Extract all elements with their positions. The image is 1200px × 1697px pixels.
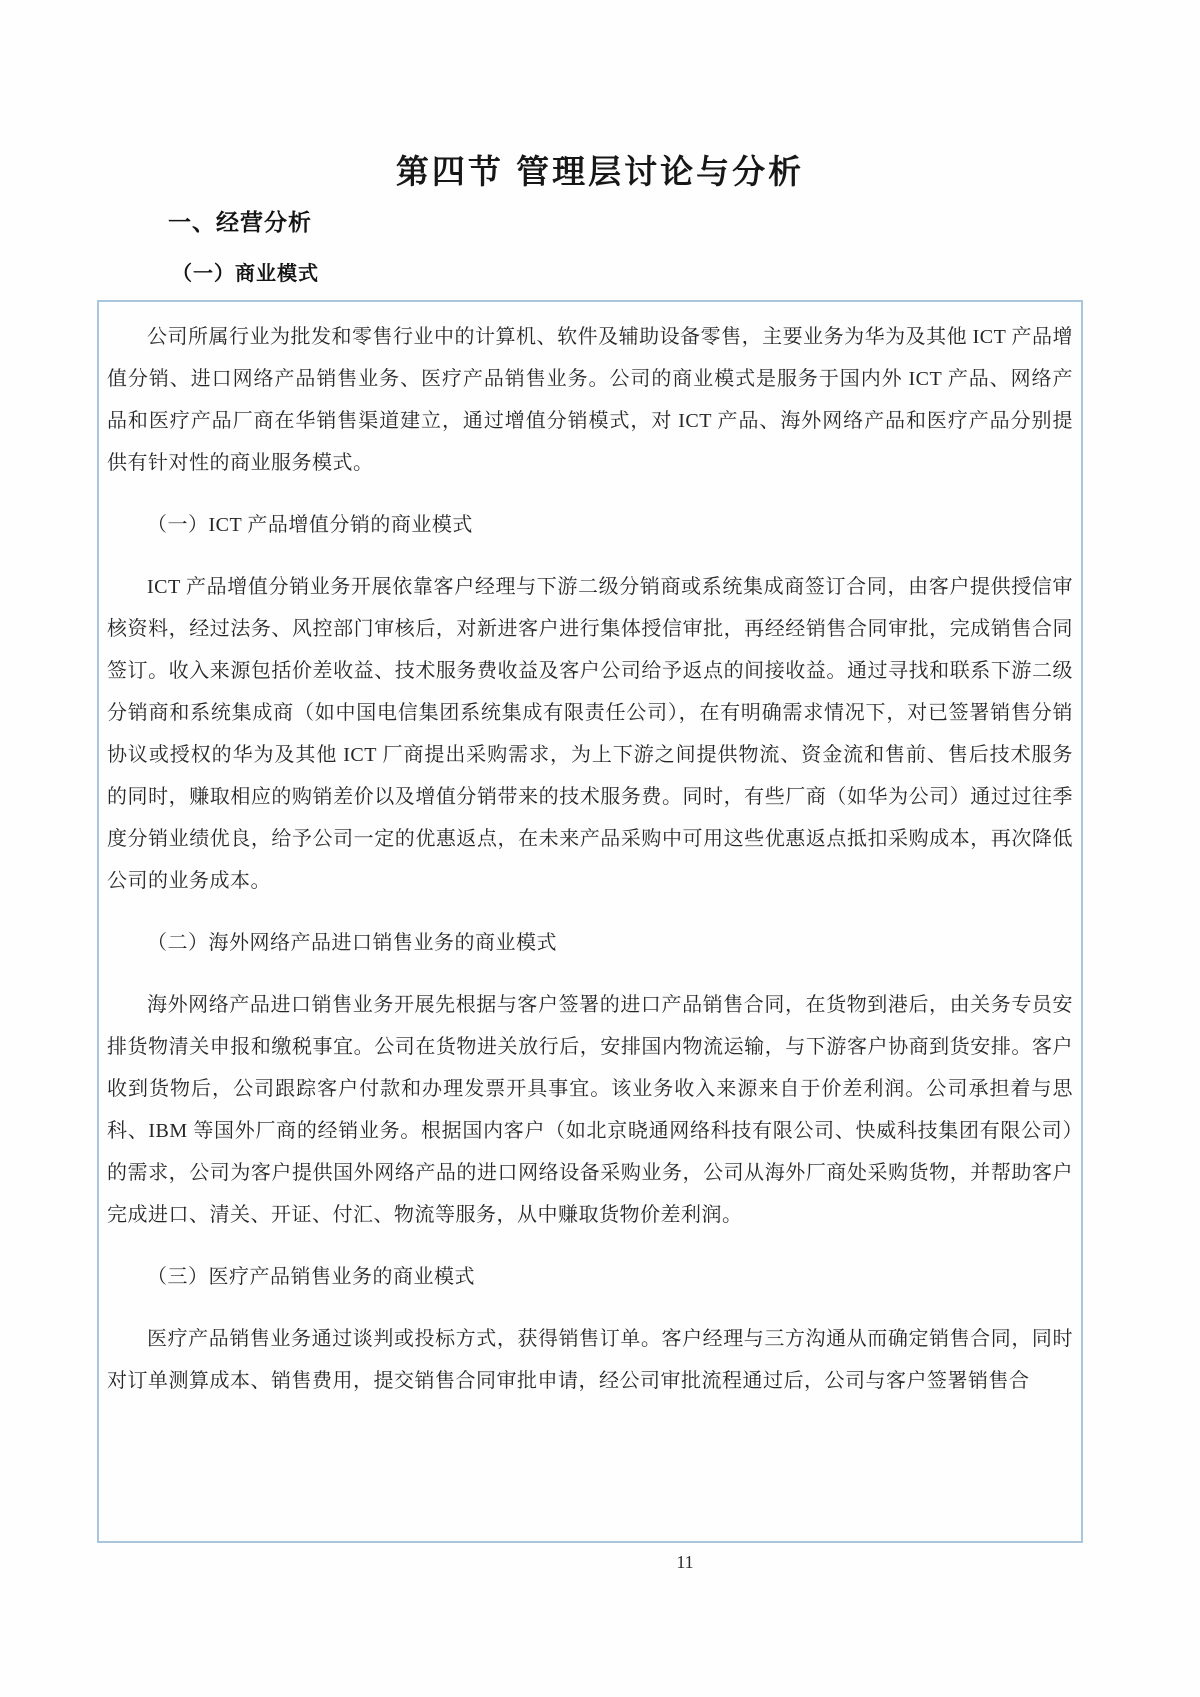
subheading-overseas-import: （二）海外网络产品进口销售业务的商业模式 xyxy=(147,932,557,954)
paragraph-ict-distribution: ICT 产品增值分销业务开展依靠客户经理与下游二级分销商或系统集成商签订合同，由客户提供授信审核资料，经过法务、风控部门审核后，对新进客户进行集体授信审批，再经经销售合同审批，完成销售合同签订。收入来源包括价差收益、技术服务费收益及客户公司给予返点的间接收益。通过寻找和联系下游二级分销商和系统集成商（如中国电信集团系统集成有限责任公司），在有明确需求情况下，对已签署销售分销协议或授权的华为及其他 ICT 厂商提出采购需求，为上下游之间提供物流、资金流和售前、售后技术服务的同时，赚取相应的购销差价以及增值分销带来的技术服务费。同时，有些厂商（如华为公司）通过过往季度分销业绩优良，给予公司一定的优惠返点，在未来产品采购中可用这些优惠返点抵扣采购成本，再次降低公司的业务成本。 xyxy=(107,576,1073,892)
paragraph-medical-sales: 医疗产品销售业务通过谈判或投标方式，获得销售订单。客户经理与三方沟通从而确定销售合同，同时对订单测算成本、销售费用，提交销售合同审批申请，经公司审批流程通过后，公司与客户签署销售合 xyxy=(107,1328,1073,1392)
subheading-ict-distribution: （一）ICT 产品增值分销的商业模式 xyxy=(147,514,473,536)
page-number: 11 xyxy=(676,1552,694,1572)
paragraph-intro: 公司所属行业为批发和零售行业中的计算机、软件及辅助设备零售，主要业务为华为及其他 ICT 产品增值分销、进口网络产品销售业务、医疗产品销售业务。公司的商业模式是服务于国内外 ICT 产品、网络产品和医疗产品厂商在华销售渠道建立，通过增值分销模式，对 ICT 产品、海外网络产品和医疗产品分别提供有针对性的商业服务模式。 xyxy=(107,326,1073,474)
page-title: 第四节 管理层讨论与分析 xyxy=(395,153,805,190)
heading-business-analysis: 一、经营分析 xyxy=(168,209,312,235)
subheading-medical-sales: （三）医疗产品销售业务的商业模式 xyxy=(147,1266,475,1288)
heading-business-model: （一）商业模式 xyxy=(172,263,319,285)
paragraph-overseas-import: 海外网络产品进口销售业务开展先根据与客户签署的进口产品销售合同，在货物到港后，由关务专员安排货物清关申报和缴税事宜。公司在货物进关放行后，安排国内物流运输，与下游客户协商到货安排。客户收到货物后，公司跟踪客户付款和办理发票开具事宜。该业务收入来源来自于价差利润。公司承担着与思科、IBM 等国外厂商的经销业务。根据国内客户（如北京晓通网络科技有限公司、快威科技集团有限公司）的需求，公司为客户提供国外网络产品的进口网络设备采购业务，公司从海外厂商处采购货物，并帮助客户完成进口、清关、开证、付汇、物流等服务，从中赚取货物价差利润。 xyxy=(107,994,1073,1226)
content-box xyxy=(97,300,1083,1543)
